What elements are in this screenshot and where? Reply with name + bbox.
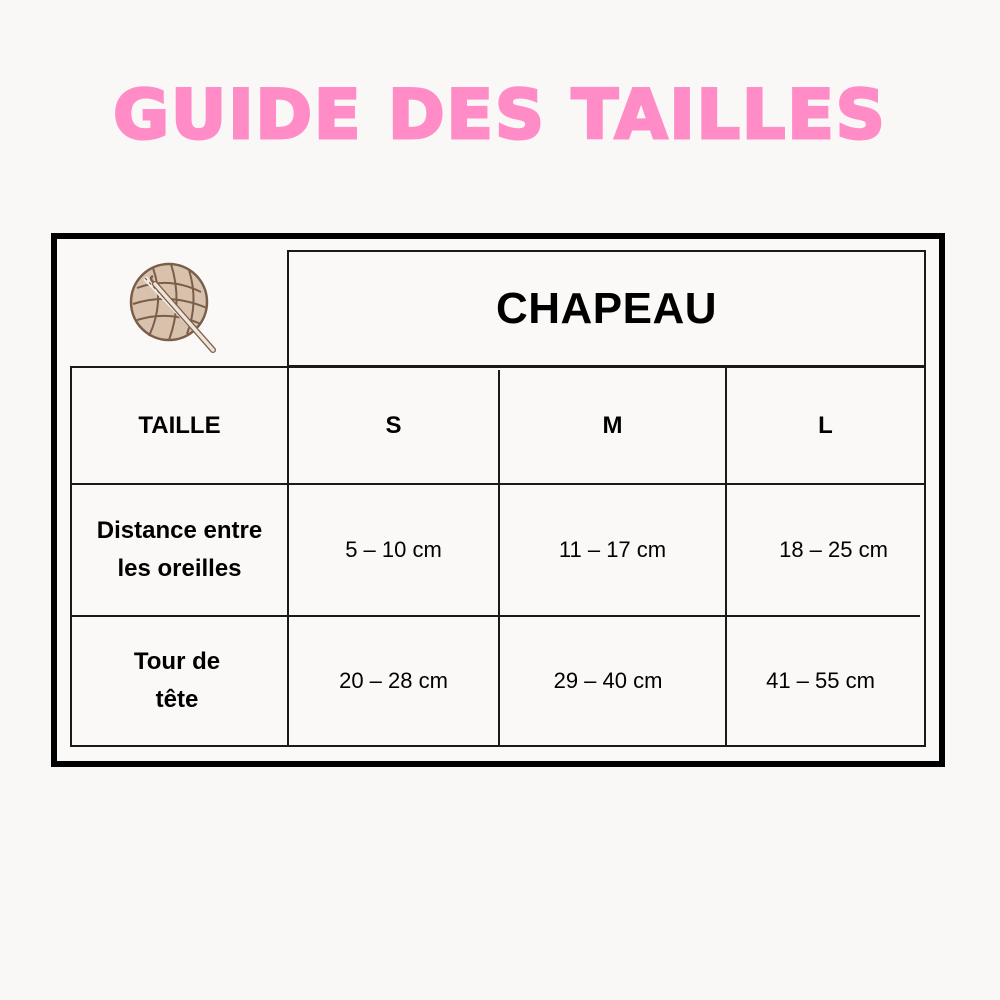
size-header-l: L — [818, 411, 833, 439]
row-label-line: Distance entre — [96, 517, 263, 544]
table-cell-head-m: 29 – 40 cm — [553, 668, 663, 693]
product-header: CHAPEAU — [287, 250, 926, 367]
size-header-s: S — [385, 411, 402, 439]
row-label-line: les oreilles — [117, 555, 242, 582]
row-label-line: Tour de — [133, 648, 221, 675]
size-header-m: M — [602, 411, 623, 439]
table-cell-head-s: 20 – 28 cm — [339, 668, 448, 693]
table-cell-ear-s: 5 – 10 cm — [345, 537, 442, 562]
row-label-line: tête — [155, 686, 199, 713]
table-cell-ear-m: 11 – 17 cm — [558, 537, 667, 562]
row-label-ear-distance — [72, 485, 287, 615]
size-column-header: TAILLE — [138, 411, 221, 439]
yarn-ball-crochet-hook-icon — [125, 258, 221, 354]
page-title: GUIDE DES TAILLES — [113, 76, 887, 155]
row-label-head-circumference — [72, 617, 282, 745]
table-cell-head-l: 41 – 55 cm — [766, 668, 875, 693]
table-cell-ear-l: 18 – 25 cm — [779, 537, 888, 562]
